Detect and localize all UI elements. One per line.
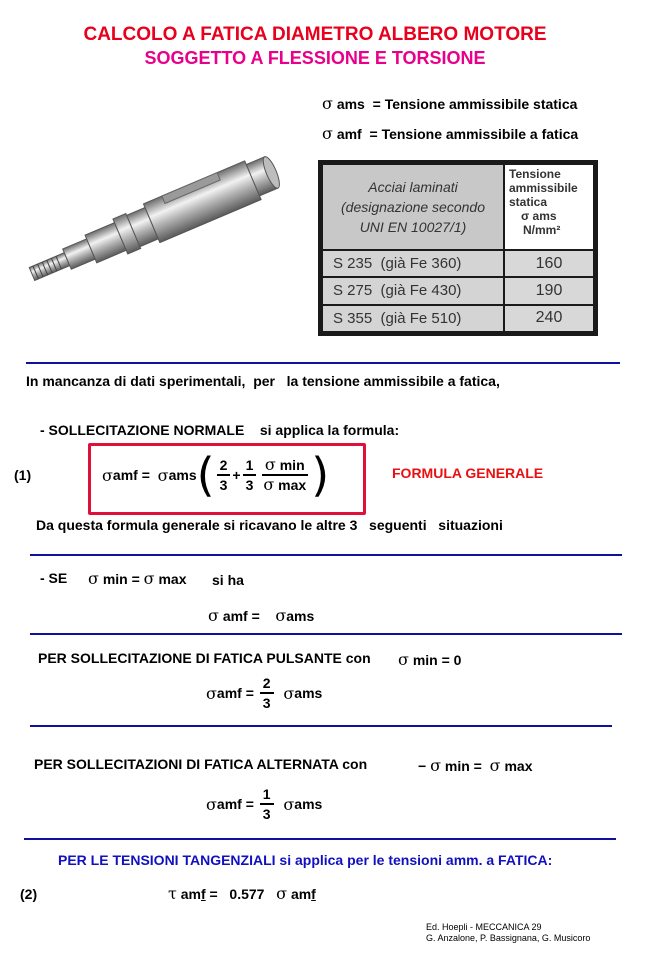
intro-sentence bbox=[26, 373, 500, 389]
intro-text: , bbox=[495, 373, 500, 389]
formula-lhs: amf = bbox=[112, 467, 150, 483]
old-designation: (già Fe 510) bbox=[380, 309, 462, 327]
case-equal-label: - SE bbox=[40, 570, 68, 586]
fraction-denominator: 3 bbox=[262, 806, 271, 822]
definition-text: = Tensione ammissibile statica bbox=[372, 96, 578, 112]
grade: S 235 bbox=[333, 255, 373, 273]
sigma-symbol: σ bbox=[398, 650, 409, 669]
general-formula-label: FORMULA GENERALE bbox=[392, 465, 544, 481]
plus-sign: + bbox=[232, 467, 241, 483]
sigma-symbol: σ bbox=[322, 124, 333, 143]
definition-symbol: amf bbox=[336, 126, 362, 142]
header-line: N/mm² bbox=[523, 223, 561, 237]
right-parenthesis: ) bbox=[311, 448, 330, 502]
header-line: UNI EN 10027/1) bbox=[359, 219, 467, 235]
formula-rhs: ams bbox=[294, 796, 323, 812]
header-line: σ ams bbox=[521, 209, 557, 223]
shaft-illustration bbox=[24, 148, 294, 318]
result-lhs: amf = bbox=[222, 608, 260, 624]
tangential-stress-heading: PER LE TENSIONI TANGENZIALI si applica per le tensioni amm. a FATICA: bbox=[58, 852, 553, 868]
condition-text: min = 0 bbox=[412, 652, 462, 668]
formula-ams: ams bbox=[168, 467, 197, 483]
header-line: ammissibile bbox=[509, 181, 578, 195]
equation-number-1: (1) bbox=[14, 467, 32, 483]
fraction-one-third bbox=[260, 785, 274, 823]
condition-max: max bbox=[504, 758, 533, 774]
formula-rhs-suffix: f bbox=[311, 886, 316, 902]
normal-stress-label: - SOLLECITAZIONE NORMALE bbox=[40, 422, 245, 438]
pulsating-formula bbox=[206, 674, 322, 712]
fraction-one-third bbox=[243, 456, 257, 494]
condition-min: min = bbox=[444, 758, 482, 774]
pulsating-condition bbox=[398, 650, 461, 669]
header-line: Tensione bbox=[509, 167, 561, 181]
case-equal-result bbox=[208, 606, 314, 625]
sigma-symbol: σ bbox=[276, 884, 288, 903]
table-header-stress bbox=[504, 164, 594, 250]
footer-credits bbox=[426, 922, 590, 944]
table-header-steel bbox=[322, 164, 504, 250]
formula-lhs: am bbox=[180, 886, 201, 902]
formula-intro: si applica la formula: bbox=[259, 422, 400, 438]
fraction-denominator: 3 bbox=[262, 695, 271, 711]
definition-amf bbox=[322, 124, 578, 143]
equals-sign: = bbox=[245, 685, 254, 701]
derive-text: Da questa formula generale si ricavano le altre 3 bbox=[36, 517, 358, 533]
page-subtitle: SOGGETTO A FLESSIONE E TORSIONE bbox=[144, 48, 486, 68]
formula-rhs: ams bbox=[294, 685, 323, 701]
fraction-min-max bbox=[260, 456, 309, 494]
sigma-symbol: σ bbox=[206, 794, 217, 814]
formula-lhs: amf bbox=[216, 796, 242, 812]
divider bbox=[24, 838, 616, 840]
page-title: CALCOLO A FATICA DIAMETRO ALBERO MOTORE bbox=[83, 24, 547, 45]
sigma-symbol: σ bbox=[322, 94, 333, 113]
definition-text: = Tensione ammissibile a fatica bbox=[369, 126, 579, 142]
left-parenthesis: ( bbox=[196, 448, 215, 502]
stress-value-cell: 160 bbox=[504, 250, 594, 277]
case-equal-condition bbox=[88, 569, 187, 588]
header-line: Acciai laminati bbox=[368, 179, 458, 195]
sigma-symbol: σ bbox=[263, 475, 275, 494]
divider bbox=[30, 554, 622, 556]
definition-symbol: ams bbox=[336, 96, 365, 112]
fraction-two-thirds bbox=[217, 456, 231, 494]
materials-table bbox=[318, 160, 598, 336]
fraction-two-thirds bbox=[260, 674, 274, 712]
derive-text: seguenti bbox=[369, 517, 427, 533]
grade: S 355 bbox=[333, 309, 373, 327]
formula-rhs: am bbox=[290, 886, 312, 902]
equation-number-2: (2) bbox=[20, 886, 38, 902]
derive-text: situazioni bbox=[438, 517, 503, 533]
motor-shaft-image bbox=[24, 148, 294, 318]
sigma-symbol: σ bbox=[283, 794, 295, 814]
stress-value-cell: 190 bbox=[504, 277, 594, 304]
equals-sign: = bbox=[245, 796, 254, 812]
footer-line: Ed. Hoepli - MECCANICA 29 bbox=[426, 922, 542, 932]
table-row bbox=[322, 250, 594, 277]
stress-value-cell: 240 bbox=[504, 305, 594, 332]
grade: S 275 bbox=[333, 282, 373, 300]
sigma-symbol: σ bbox=[88, 569, 99, 588]
divider bbox=[30, 633, 622, 635]
condition-min: min bbox=[102, 571, 128, 587]
fraction-numerator: 2 bbox=[260, 674, 274, 694]
steel-grade-cell bbox=[322, 277, 504, 304]
sigma-symbol: σ bbox=[157, 465, 169, 485]
intro-text: per bbox=[253, 373, 275, 389]
ratio-max: max bbox=[278, 477, 307, 493]
tangential-formula bbox=[168, 884, 316, 903]
minus-sign: − bbox=[418, 758, 427, 774]
old-designation: (già Fe 360) bbox=[380, 255, 462, 273]
header-line: statica bbox=[509, 195, 548, 209]
fraction-numerator: 1 bbox=[260, 785, 274, 805]
intro-text: In mancanza di dati sperimentali, bbox=[26, 373, 246, 389]
alternating-formula bbox=[206, 785, 322, 823]
sigma-symbol: σ bbox=[208, 606, 219, 625]
divider bbox=[26, 362, 620, 364]
sigma-symbol: σ bbox=[489, 756, 501, 775]
result-rhs: ams bbox=[286, 608, 315, 624]
footer-line: G. Anzalone, P. Bassignana, G. Musicoro bbox=[426, 933, 591, 943]
fraction-numerator: 2 bbox=[217, 456, 231, 476]
formula-lhs: amf bbox=[216, 685, 242, 701]
fraction-denominator: 3 bbox=[245, 477, 254, 493]
alternating-condition bbox=[418, 756, 532, 775]
si-ha-label: si ha bbox=[212, 572, 244, 588]
equals-sign: = bbox=[209, 886, 218, 902]
sigma-symbol: σ bbox=[275, 606, 287, 625]
equals-sign: = bbox=[131, 571, 140, 587]
derive-sentence bbox=[36, 517, 503, 533]
definition-ams bbox=[322, 94, 577, 113]
table-row bbox=[322, 305, 594, 332]
old-designation: (già Fe 430) bbox=[380, 282, 462, 300]
pulsating-fatigue-text: PER SOLLECITAZIONE DI FATICA PULSANTE con bbox=[38, 650, 371, 666]
header-line: (designazione secondo bbox=[341, 199, 485, 215]
general-formula bbox=[102, 448, 330, 502]
sigma-symbol: σ bbox=[264, 455, 276, 474]
fraction-denominator bbox=[260, 476, 309, 494]
table-row bbox=[322, 277, 594, 304]
sigma-symbol: σ bbox=[206, 683, 217, 703]
steel-grade-cell bbox=[322, 250, 504, 277]
formula-lhs-suffix: f bbox=[200, 886, 206, 902]
fraction-numerator: 1 bbox=[243, 456, 257, 476]
sigma-symbol: σ bbox=[102, 465, 113, 485]
normal-stress-heading bbox=[40, 422, 399, 438]
sigma-symbol: σ bbox=[143, 569, 155, 588]
coefficient: 0.577 bbox=[229, 886, 265, 902]
intro-text: la tensione ammissibile a fatica bbox=[286, 373, 496, 389]
tau-symbol: τ bbox=[168, 884, 177, 903]
sigma-symbol: σ bbox=[283, 683, 295, 703]
ratio-min: min bbox=[279, 457, 305, 473]
condition-max: max bbox=[158, 571, 187, 587]
steel-grade-cell bbox=[322, 305, 504, 332]
fraction-denominator: 3 bbox=[219, 477, 228, 493]
divider bbox=[30, 725, 612, 727]
fraction-numerator bbox=[262, 456, 308, 476]
alternating-fatigue-text: PER SOLLECITAZIONI DI FATICA ALTERNATA con bbox=[34, 756, 368, 772]
sigma-symbol: σ bbox=[430, 756, 441, 775]
